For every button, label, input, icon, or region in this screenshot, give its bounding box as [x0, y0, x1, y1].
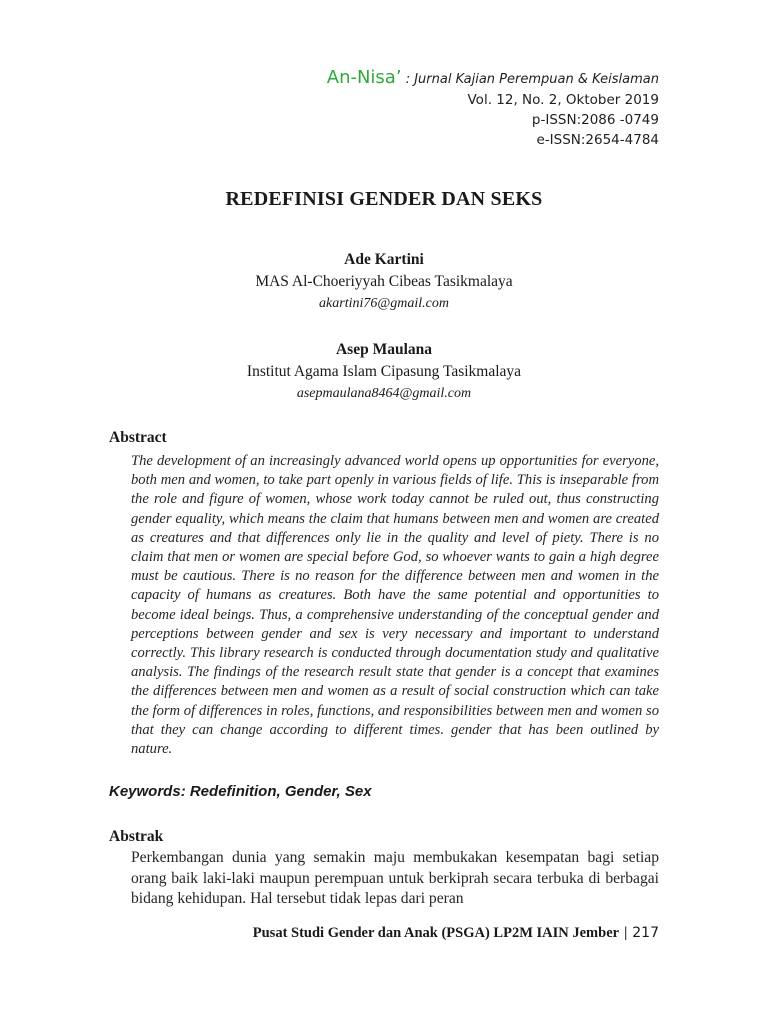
author-block: [0, 339, 768, 405]
abstract-heading: Abstract: [109, 429, 167, 446]
author-name: Asep Maulana: [335, 341, 433, 358]
abstrak-body: Perkembangan dunia yang semakin maju membukakan kesempatan bagi setiap orang baik laki-laki maupun perempuan untuk berkiprah secara terbuka di berbagai bidang kehidupan. Hal tersebut tidak lepas dari peran: [131, 849, 659, 907]
journal-volume: Vol. 12, No. 2, Oktober 2019: [467, 92, 659, 108]
author-email: akartini76@gmail.com: [319, 296, 449, 311]
footer-institution: Pusat Studi Gender dan Anak (PSGA) LP2M IAIN Jember: [252, 925, 620, 941]
journal-subtitle: : Jurnal Kajian Perempuan & Keislaman: [401, 72, 659, 87]
keywords: Keywords: Redefinition, Gender, Sex: [109, 783, 372, 800]
journal-p-issn: p-ISSN:2086 -0749: [531, 112, 659, 128]
abstract-body: The development of an increasingly advanced world opens up opportunities for everyone, both men and women, to take part openly in various fields of life. This is inseparable from the role and figure of women, whose work today cannot be ruled out, thus constructing gender equality, which means the claim that humans between men and women are created as creatures and that differences only lie in the quality and level of piety. There is no claim that men or women are special before God, so whoever wants to gain a high degree must be cautious. There is no reason for the difference between men and women in the capacity of humans as creatures. Both have the same potential and opportunities to become ideal beings. Thus, a comprehensive understanding of the conceptual gender and perceptions between gender and sex is very necessary and important to understand correctly. This library research is conducted through documentation study and qualitative analysis. The findings of the research result state that gender is a concept that examines the differences between men and women as a result of social construction which can take the form of differences in roles, functions, and responsibilities between men and women so that they can change according to different times. gender that has been outlined by nature.: [131, 453, 659, 758]
footer-separator: |: [624, 925, 628, 941]
abstrak-heading: Abstrak: [109, 828, 164, 845]
journal-e-issn: e-ISSN:2654-4784: [536, 132, 659, 148]
author-block: [0, 249, 768, 315]
journal-header: [327, 68, 659, 150]
author-institution: MAS Al-Choeriyyah Cibeas Tasikmalaya: [255, 273, 513, 290]
author-institution: Institut Agama Islam Cipasung Tasikmalaya: [246, 363, 522, 380]
journal-title-line: [327, 68, 659, 90]
author-email: asepmaulana8464@gmail.com: [296, 386, 472, 401]
journal-name: An-Nisa’: [326, 67, 402, 88]
article-title: REDEFINISI GENDER DAN SEKS: [225, 188, 543, 210]
page-number: 217: [632, 925, 659, 941]
page-footer: [253, 925, 659, 942]
author-name: Ade Kartini: [344, 251, 424, 268]
